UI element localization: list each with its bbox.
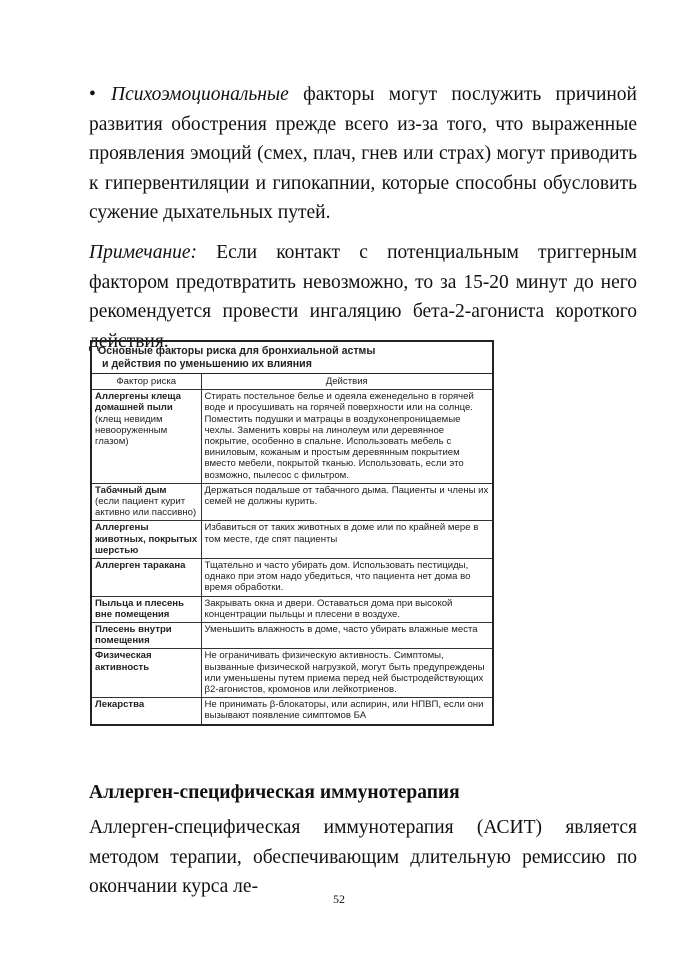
table-row [92,559,492,597]
page-number: 52 [333,892,345,906]
note-label: Примечание: [89,242,198,263]
risk-factor-cell [92,559,201,597]
risk-factor-note: (если пациент курит активно или пассивно) [95,496,197,519]
risk-factors-grid [92,374,492,724]
risk-factor-name: Аллергены клеща домашней пыли [95,391,181,414]
risk-factor-cell [92,483,201,521]
risk-factors-table [90,340,494,726]
risk-factor-cell [92,521,201,559]
action-cell: Не принимать β-блокаторы, или аспирин, или НПВП, если они вызывают появление симптомов БА [201,698,492,724]
risk-factor-name: Табачный дым [95,484,167,496]
header-actions: Действия [201,374,492,390]
risk-factor-name: Пыльца и плесень вне помещения [95,597,184,620]
asit-paragraph [89,813,637,902]
psychoemotional-text: факторы могут послужить причиной развития обострения прежде всего из-за того, что выраженные проявления эмоций (смех, плач, гнев или страх) могут приводить к гипервентиляции и гипокапнии, которые способны обусловить сужение дыхательных путей. [89,84,637,223]
table-row [92,623,492,649]
psychoemotional-term: Психоэмоциональные [111,84,289,105]
psychoemotional-paragraph [89,80,637,228]
risk-factor-name: Лекарства [95,699,145,711]
risk-factor-cell [92,649,201,698]
risk-factor-name: Аллерген таракана [95,560,186,572]
risk-factor-note: (клещ невидим невооруженным глазом) [95,413,168,448]
action-cell: Не ограничивать физическую активность. Симптомы, вызванные физической нагрузкой, могут быть предупреждены или уменьшены путем приема перед ней быстродействующих β2-агонистов, кромонов или лейкотриенов. [201,649,492,698]
asit-text: Аллерген-специфическая иммунотерапия (АСИТ) является методом терапии, обеспечивающим длительную ремиссию по окончании курса ле- [89,817,637,897]
table-row [92,521,492,559]
risk-factor-name: Аллергены животных, покрытых шерстью [95,522,198,556]
action-cell: Избавиться от таких животных в доме или по крайней мере в том месте, где спят пациенты [201,521,492,559]
action-cell: Держаться подальше от табачного дыма. Пациенты и члены их семей не должны курить. [201,483,492,521]
table-header-row [92,374,492,390]
table-row [92,698,492,724]
action-cell: Тщательно и часто убирать дом. Использовать пестициды, однако при этом надо убедиться, что пациента нет дома во время обработки. [201,559,492,597]
action-cell: Уменьшить влажность в доме, часто убирать влажные места [201,623,492,649]
action-cell: Стирать постельное белье и одеяла еженедельно в горячей воде и просушивать на горячей поверхности или на солнце. Поместить подушки и матрацы в воздухонепроницаемые чехлы. Заменить ковры на линолеум или деревянное покрытие, особенно в спальне. Использовать мебель с виниловым, кожаным и простым деревянным покрытием вместо мебели, покрытой тканью. Использовать, если это возможно, пылесос с фильтром. [201,390,492,484]
risk-factor-cell [92,623,201,649]
risk-factor-cell [92,596,201,622]
table-row [92,649,492,698]
section-heading: Аллерген-специфическая иммунотерапия [89,782,460,803]
risk-factor-name: Плесень внутри помещения [95,624,172,647]
table-row [92,390,492,484]
table-row [92,483,492,521]
note-text: Если контакт с потенциальным триггерным фактором предотвратить невозможно, то за 15-20 минут до него рекомендуется провести ингаляцию бета-2-агониста короткого действия. [89,242,637,352]
table-title-line-1: Основные факторы риска для бронхиальной астмы [98,345,376,357]
bullet-marker: • [89,84,96,105]
action-cell: Закрывать окна и двери. Оставаться дома при высокой концентрации пыльцы и плесени в воздухе. [201,596,492,622]
table-title [92,342,492,374]
table-row [92,596,492,622]
risk-factor-cell [92,390,201,484]
risk-factor-cell [92,698,201,724]
table-title-line-2: и действия по уменьшению их влияния [102,358,312,370]
note-paragraph [89,238,637,356]
risk-factor-name: Физическая активность [95,650,152,673]
header-factor: Фактор риска [92,374,201,390]
